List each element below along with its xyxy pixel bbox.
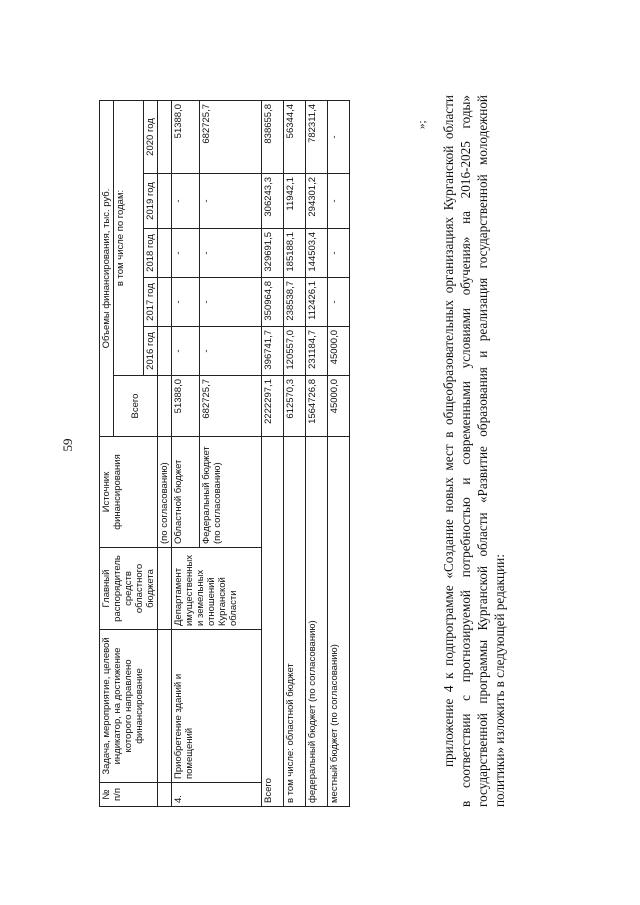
summary-label: в том числе: областной бюджет [284, 437, 306, 807]
summary-row-federal [306, 101, 328, 807]
item-source: Областной бюджет [172, 437, 200, 548]
summary-value: 185188,1 [284, 229, 306, 278]
summary-value: 231184,7 [306, 327, 328, 376]
header-total: Всего [114, 376, 158, 437]
summary-value: - [328, 278, 350, 327]
header-task: Задача, мероприятие, целевой индикатор, на достижение которого направлено финансирование [100, 630, 158, 783]
header-year: 2019 год [144, 174, 158, 229]
paragraph-line: в соответствии с прогнозируемой потребностью и современными условиями обучения» на 2016-2025 годы» [458, 95, 473, 807]
summary-total: 45000,0 [328, 376, 350, 437]
summary-value: - [328, 101, 350, 174]
summary-value: 144503,4 [306, 229, 328, 278]
summary-value: 120557,0 [284, 327, 306, 376]
summary-label: местный бюджет (по согласованию) [328, 437, 350, 807]
summary-value: 306243,3 [262, 174, 284, 229]
summary-total: 1564726,8 [306, 376, 328, 437]
summary-label: федеральный бюджет (по согласованию) [306, 437, 328, 807]
amendment-paragraph [440, 95, 508, 807]
item-task: Приобретение зданий и помещений [172, 630, 262, 783]
summary-value: 329691,5 [262, 229, 284, 278]
item-value: - [172, 174, 200, 229]
item-value: - [200, 174, 262, 229]
table-row [172, 101, 200, 807]
header-num: № п/п [100, 783, 158, 807]
summary-value: 11942,1 [284, 174, 306, 229]
item-value: - [172, 327, 200, 376]
header-year: 2020 год [144, 101, 158, 174]
header-year: 2018 год [144, 229, 158, 278]
item-executor: Департамент имущественных и земельных отношений Курганской области [172, 548, 262, 630]
header-source: Источник финансирования [100, 437, 158, 548]
item-value: - [200, 327, 262, 376]
summary-value: - [328, 229, 350, 278]
item-total: 51388,0 [172, 376, 200, 437]
summary-value: 838655,8 [262, 101, 284, 174]
summary-value: 56344,4 [284, 101, 306, 174]
paragraph-line: политики» изложить в следующей редакции: [492, 554, 507, 807]
header-volumes: Объемы финансирования, тыс. руб. [100, 101, 114, 437]
item-value: - [172, 229, 200, 278]
summary-total: 612570,3 [284, 376, 306, 437]
summary-value: - [328, 174, 350, 229]
header-year: 2016 год [144, 327, 158, 376]
header-including-years: в том числе по годам: [114, 101, 144, 376]
item-source: Федеральный бюджет (по согласованию) [200, 437, 262, 548]
closing-quote-mark: »; [416, 120, 428, 129]
item-num: 4. [172, 783, 262, 807]
summary-value: 112426,1 [306, 278, 328, 327]
summary-label: Всего [262, 437, 284, 807]
paragraph-line: государственной программы Курганской области «Развитие образования и реализация государственной молодежной [475, 95, 490, 807]
page-number: 59 [60, 438, 75, 452]
item-total: 682725,7 [200, 376, 262, 437]
note-row [158, 101, 172, 807]
summary-value: 396741,7 [262, 327, 284, 376]
header-executor: Главный распорядитель средств областного бюджета [100, 548, 158, 630]
item-value: - [172, 278, 200, 327]
summary-value: 45000,0 [328, 327, 350, 376]
item-value: 51388,0 [172, 101, 200, 174]
summary-row-total [262, 101, 284, 807]
item-value: - [200, 278, 262, 327]
item-value: - [200, 229, 262, 278]
summary-value: 782311,4 [306, 101, 328, 174]
summary-total: 2222297,1 [262, 376, 284, 437]
header-row-1 [100, 101, 114, 807]
paragraph-line: приложение 4 к подпрограмме «Создание новых мест в общеобразовательных организациях Курганской области [441, 95, 456, 767]
financing-table [99, 100, 350, 807]
summary-value: 350964,8 [262, 278, 284, 327]
summary-row-regional [284, 101, 306, 807]
top-note: (по согласованию) [158, 437, 172, 548]
item-value: 682725,7 [200, 101, 262, 174]
header-year: 2017 год [144, 278, 158, 327]
summary-value: 238538,7 [284, 278, 306, 327]
summary-row-local [328, 101, 350, 807]
summary-value: 294301,2 [306, 174, 328, 229]
